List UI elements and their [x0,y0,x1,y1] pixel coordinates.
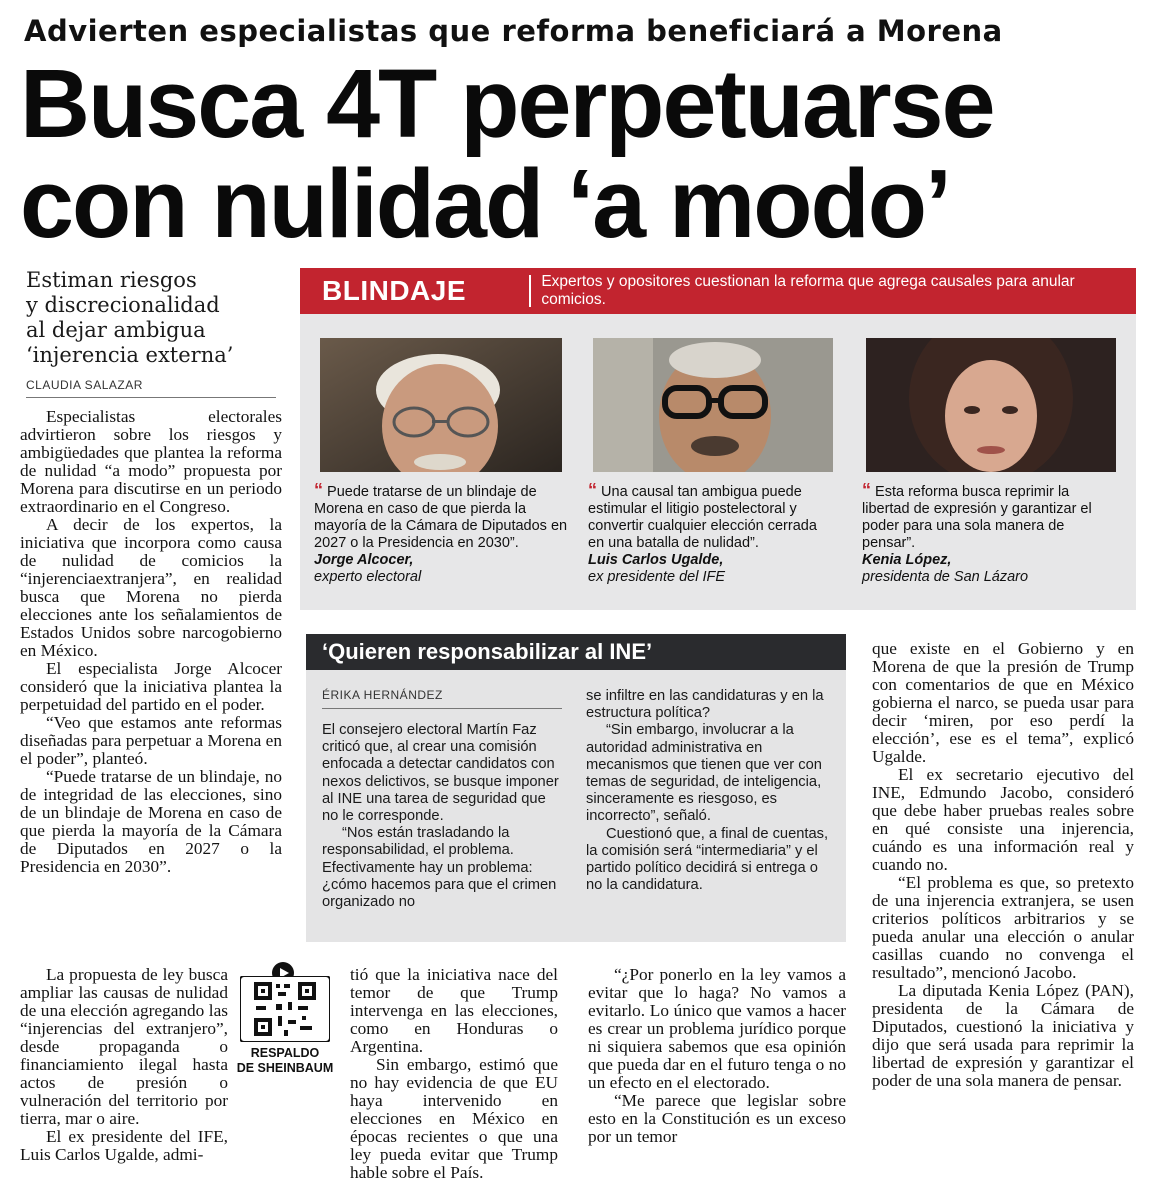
qr-label-line: RESPALDO [250,1046,320,1060]
quote-card [314,482,570,586]
paragraph: La diputada Kenia López (PAN), presidenta de la Cámara de Diputados, cuestionó la iniciativa y dijo que será usada para reprimir la libertad de expresión y garantizar el poder de una sola manera de pensar. [872,981,1134,1090]
quote-author: Luis Carlos Ugalde, [588,552,724,568]
quote-author-role: ex presidente del IFE [588,569,726,585]
ine-byline: ÉRIKA HERNÁNDEZ [322,688,443,702]
qr-label [236,1046,334,1076]
blindaje-band [300,268,1136,314]
quote-mark-icon: “ [862,480,871,500]
ine-sidebar-title [306,634,846,670]
deck-line: Estiman riesgos [26,268,197,292]
paragraph: A decir de los expertos, la iniciativa que incorpora como causa de nulidad de comicios la “injerenciaextranjera”, en realidad busca que Morena no pierda elecciones ante los señalamientos de Estados Unidos sobre narcogobierno en México. [20,515,282,660]
qr-code-block[interactable] [236,962,334,1086]
quote-mark-icon: “ [314,480,323,500]
paragraph: La propuesta de ley busca ampliar las causas de nulidad de una elección agregando las “injerencias del extranjero”, desde propaganda o financiamiento ilegal hasta actos de presión o vulneración del territorio por tierra, mar o aire. [20,965,228,1128]
article-column-1 [20,408,282,876]
headline-line-1: Busca 4T perpetuarse [20,49,994,158]
paragraph: “Nos están trasladando la responsabilidad, el problema. Efectivamente hay un problema: ¿cómo hacemos para que el crimen organizado no [322,825,557,911]
paragraph: El ex secretario ejecutivo del INE, Edmundo Jacobo, consideró que debe haber pruebas reales sobre en qué consiste una injerencia, cuándo es una información real y cuando no. [872,765,1134,874]
blindaje-label: BLINDAJE [322,275,467,306]
quote-author-role: presidenta de San Lázaro [862,569,1029,585]
quote-author: Jorge Alcocer, [314,552,414,568]
kicker: Advierten especialistas que reforma beneficiará a Morena [24,14,1003,48]
quote-text: Puede tratarse de un blindaje de Morena en caso de que pierda la mayoría de la Cámara de Diputados en 2027 o la Presidencia en 2030”. [314,484,568,551]
article-column-2 [350,966,558,1182]
paragraph: Sin embargo, estimó que no hay evidencia de que EU haya intervenido en elecciones en México en épocas recientes o que una ley pueda evitar que Trump hable sobre el País. [350,1055,558,1182]
paragraph: “El problema es que, so pretexto de una injerencia extranjera, se usen criterios políticos arbitrarios y se pueda anular una elección o anular casillas cuando no convenga el resultado”, mencionó Jacobo. [872,873,1134,982]
article-column-3 [588,966,846,1146]
blindaje-summary: Expertos y opositores cuestionan la reforma que agrega causales para anular comicios. [541,273,1075,308]
photo-jorge-alcocer [320,338,562,472]
photo-kenia-lopez [866,338,1116,472]
headline-line-2: con nulidad ‘a modo’ [20,149,950,258]
article-column-1-continued [20,966,228,1164]
paragraph: El especialista Jorge Alcocer consideró que la iniciativa plantea la perpetuidad del partido en el poder. [20,659,282,714]
quote-card [862,482,1112,586]
paragraph: El consejero electoral Martín Faz criticó que, al crear una comisión enfocada a detectar candidatos con nexos delictivos, se busque imponer al INE una tarea de seguridad que no le corresponde. [322,722,559,825]
quote-author: Kenia López, [862,552,952,568]
ine-sidebar [306,670,846,942]
ine-title-text: ‘Quieren responsabilizar al INE’ [322,639,653,664]
byline-rule [26,397,276,398]
deck [26,268,276,368]
qr-label-line: DE SHEINBAUM [236,1061,334,1075]
paragraph: “Puede tratarse de un blindaje, no de integridad de las elecciones, sino de un blindaje de Morena en caso de que pierda la mayoría de la Cámara de Diputados en 2027 o la Presidencia en 2030”. [20,767,282,876]
qr-code-icon [240,976,330,1042]
quotes-panel [300,314,1136,610]
quote-text: Una causal tan ambigua puede estimular el litigio postelectoral y convertir cualquier elección cerrada en una batalla de nulidad”. [588,484,817,551]
article-column-4 [872,640,1134,1090]
deck-line: al dejar ambigua [26,318,206,342]
paragraph: El ex presidente del IFE, Luis Carlos Ugalde, admi- [20,1127,228,1164]
quote-text: Esta reforma busca reprimir la libertad de expresión y garantizar el poder para una sola manera de pensar”. [862,484,1092,551]
paragraph: que existe en el Gobierno y en Morena de que la presión de Trump con comentarios de que en México gobierna el narco, se pueda usar para decir ‘miren, por eso perdí la elección’, ese es el tema”, explicó Ugalde. [872,639,1134,766]
quote-card [588,482,828,586]
paragraph: “Sin embargo, involucrar a la autoridad administrativa en mecanismos que tienen que ver con temas de seguridad, de inteligencia, sinceramente es riesgoso, es incorrecto”, señaló. [586,722,822,825]
quote-author-role: experto electoral [314,569,422,585]
paragraph: “Veo que estamos ante reformas diseñadas para perpetuar a Morena en el poder”, planteó. [20,713,282,768]
quote-mark-icon: “ [588,480,597,500]
paragraph: tió que la iniciativa nace del temor de que Trump intervenga en las elecciones, como en Honduras o Argentina. [350,965,558,1056]
photo-luis-carlos-ugalde [593,338,833,472]
paragraph: Cuestionó que, a final de cuentas, la comisión será “intermediaria” y el partido político decidirá si entrega o no la candidatura. [586,825,829,894]
paragraph: “¿Por ponerlo en la ley vamos a evitar que lo haga? No vamos a evitarlo. Lo único que vamos a hacer es crear un problema jurídico porque ni siquiera sabemos que esa opinión que pueda dar en el futuro tenga o no un efecto en el electorado. [588,965,846,1092]
paragraph: Especialistas electorales advirtieron sobre los riesgos y ambigüedades que plantea la reforma de nulidad “a modo” propuesta por Morena para discutirse en un periodo extraordinario en el Congreso. [20,407,282,516]
paragraph: “Me parece que legislar sobre esto en la Constitución es un exceso por un temor [588,1091,846,1146]
ine-byline-rule [322,708,562,709]
deck-line: y discrecionalidad [26,293,220,317]
band-divider [529,275,531,307]
ine-column-2 [586,688,830,894]
headline [20,49,1140,258]
deck-line: ‘injerencia externa’ [26,343,234,367]
paragraph: se infiltre en las candidaturas y en la estructura política? [586,688,824,722]
byline: CLAUDIA SALAZAR [26,378,143,392]
ine-column-1 [322,722,566,911]
